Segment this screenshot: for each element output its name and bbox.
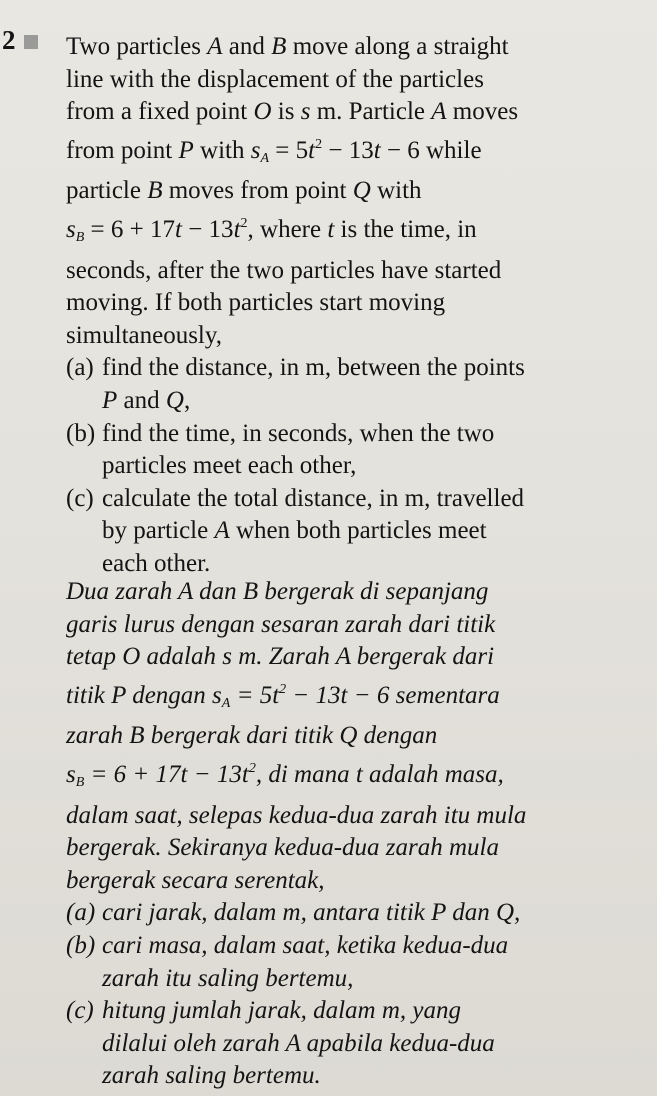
part-label: (b): [66, 931, 96, 959]
english-line: from point P with $s_A = 5t^2 - 13t - 6$ while: [66, 136, 482, 166]
part-text: by particle A when both particles meet: [102, 517, 487, 545]
part-text: find the time, in seconds, when the two: [102, 419, 495, 447]
english-line: Two particles A and B move along a straight: [66, 33, 509, 60]
english-line: $s_B = 6 + 17t - 13t^2$, where t is the time, in: [66, 215, 477, 245]
malay-line: dalam saat, selepas kedua-dua zarah itu mula: [66, 801, 527, 829]
part-text: hitung jumlah jarak, dalam m, yang: [102, 997, 462, 1025]
question-number: 2: [2, 25, 16, 55]
english-line: from a fixed point O is s m. Particle A moves: [66, 98, 519, 126]
malay-part-c: [66, 995, 651, 1093]
part-label: (a): [66, 899, 96, 927]
english-question: [66, 31, 651, 581]
part-label: (c): [66, 997, 94, 1025]
part-text: P and Q,: [102, 386, 191, 414]
part-text: zarah saling bertemu.: [102, 1062, 321, 1090]
part-text: dilalui oleh zarah A apabila kedua-dua: [102, 1029, 495, 1057]
malay-line: garis lurus dengan sesaran zarah dari titik: [66, 610, 496, 638]
english-line: seconds, after the two particles have started: [66, 256, 502, 284]
english-part-c: [66, 483, 651, 581]
part-text: particles meet each other,: [102, 452, 357, 480]
malay-line: Dua zarah A dan B bergerak di sepanjang: [66, 578, 489, 605]
malay-line: bergerak. Sekiranya kedua-dua zarah mula: [66, 834, 500, 862]
part-label: (c): [66, 484, 94, 512]
english-part-a: [66, 352, 651, 417]
part-text: each other.: [102, 549, 211, 577]
malay-line: titik P dengan $s_A = 5t^2 - 13t - 6$ sementara: [66, 681, 500, 711]
part-label: (a): [66, 354, 94, 382]
part-text: cari masa, dalam saat, ketika kedua-dua: [102, 931, 509, 959]
malay-line: tetap O adalah s m. Zarah A bergerak dari: [66, 643, 495, 671]
english-line: moving. If both particles start moving: [66, 289, 446, 317]
english-line: simultaneously,: [66, 321, 223, 349]
part-text: cari jarak, dalam m, antara titik P dan Q,: [102, 899, 521, 927]
malay-part-a: [66, 897, 651, 930]
part-text: zarah itu saling bertemu,: [102, 964, 354, 992]
malay-line: bergerak secara serentak,: [66, 866, 325, 894]
malay-question: [66, 576, 651, 1093]
part-text: calculate the total distance, in m, travelled: [102, 484, 525, 512]
english-part-b: [66, 418, 651, 483]
malay-line: zarah B bergerak dari titik Q dengan: [66, 722, 438, 750]
malay-line: $s_B = 6 + 17t - 13t^2$, di mana t adalah masa,: [66, 760, 504, 790]
part-text: find the distance, in m, between the points: [102, 354, 525, 382]
malay-part-b: [66, 930, 651, 995]
question-marker-square: [24, 35, 38, 49]
english-line: particle B moves from point Q with: [66, 177, 422, 205]
part-label: (b): [66, 419, 96, 447]
english-line: line with the displacement of the particles: [66, 65, 484, 93]
